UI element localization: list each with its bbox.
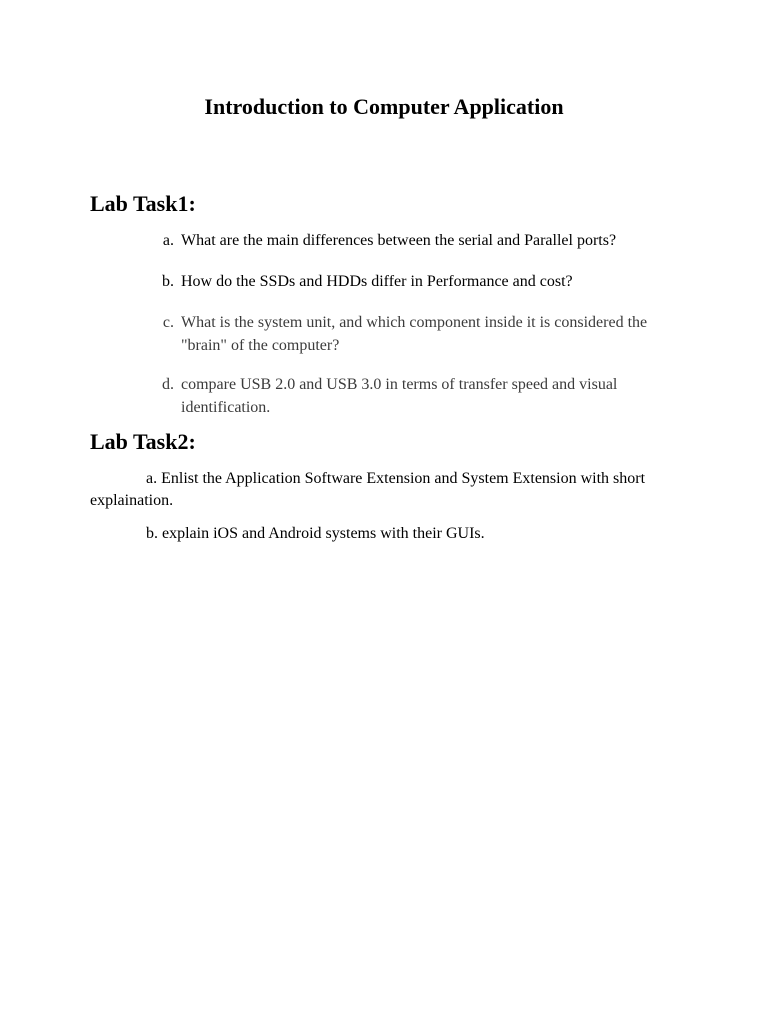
list-marker: d. [162,376,174,393]
list-item-text: What is the system unit, and which component inside it is considered the "brain" of the computer? [181,314,648,354]
list-marker: c. [162,314,174,331]
list-item [150,229,680,252]
list-item [150,311,680,357]
list-item-text: How do the SSDs and HDDs differ in Performance and cost? [181,273,573,290]
paragraph: b. explain iOS and Android systems with their GUIs. [146,525,485,542]
list-marker: b. [162,273,174,290]
list-marker: a. [162,232,174,249]
list-item [150,373,680,419]
section-heading-lab-task2: Lab Task2: [90,429,196,454]
list-item [150,270,680,293]
section-heading-lab-task1: Lab Task1: [90,191,196,216]
list-item-text: What are the main differences between the serial and Parallel ports? [181,232,617,249]
paragraph: a. Enlist the Application Software Extension and System Extension with short explaination. [90,470,646,509]
list-item-text: compare USB 2.0 and USB 3.0 in terms of transfer speed and visual identification. [181,376,618,416]
document-title: Introduction to Computer Application [204,94,564,119]
